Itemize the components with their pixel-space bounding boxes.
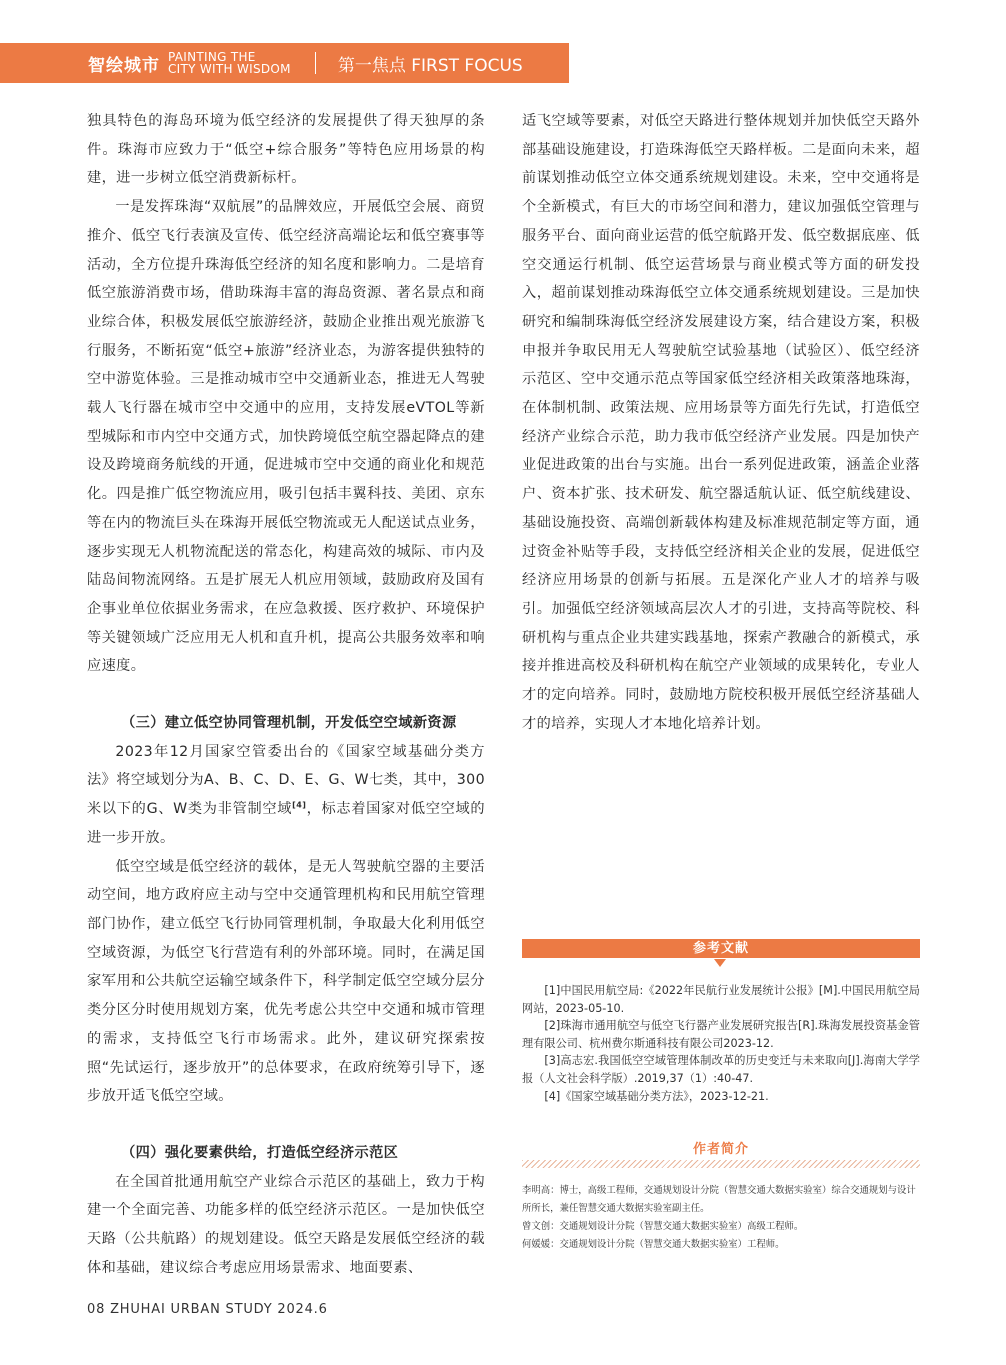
left-paragraph-3: [87, 738, 485, 853]
spacer: [87, 1111, 485, 1139]
author-bio-list: [522, 1182, 920, 1254]
brand-en-line1: PAINTING THE: [168, 50, 256, 64]
citation-4: [4]: [292, 800, 307, 810]
header-banner: [0, 43, 569, 83]
left-paragraph-4: 低空空域是低空经济的载体，是无人驾驶航空器的主要活动空间，地方政府应主动与空中交通管理机构和民用航空管理部门协作，建立低空飞行协同管理机制，争取最大化利用低空空域资源，为低空飞行营造有利的外部环境。同时，在满足国家军用和公共航空运输空域条件下，科学制定低空空域分层分类分区分时使用规划方案，优先考虑公共空中交通和城市管理的需求，支持低空飞行市场需求。此外，建议研究探索按照“先试运行，逐步放开”的总体要求，在政府统筹引导下，逐步放开适飞低空空域。: [87, 858, 485, 1105]
references-list: [522, 982, 920, 1105]
header-divider: [315, 52, 316, 74]
author-item: 李明高：博士，高级工程师，交通规划设计分院（智慧交通大数据实验室）综合交通规划与设计所所长，兼任智慧交通大数据实验室副主任。: [522, 1185, 916, 1214]
section-heading-3: （三）建立低空协同管理机制，开发低空空域新资源: [121, 715, 457, 732]
section-title: 第一焦点 FIRST FOCUS: [337, 55, 523, 76]
reference-item: [4]《国家空域基础分类方法》，2023-12-21.: [544, 1089, 769, 1103]
section-heading-4: （四）强化要素供给，打造低空经济示范区: [121, 1144, 399, 1161]
left-paragraph-1: 独具特色的海岛环境为低空经济的发展提供了得天独厚的条件。珠海市应致力于“低空+综合服务”等特色应用场景的构建，进一步树立低空消费新标杆。: [87, 113, 485, 187]
spacer: [87, 681, 485, 709]
hatch-divider: [522, 1160, 920, 1168]
left-paragraph-2: 一是发挥珠海“双航展”的品牌效应，开展低空会展、商贸推介、低空飞行表演及宣传、低空经济高端论坛和低空赛事等活动，全方位提升珠海低空经济的知名度和影响力。二是培育低空旅游消费市场，借助珠海丰富的海岛资源、著名景点和商业综合体，积极发展低空旅游经济，鼓励企业推出观光旅游飞行服务，不断拓宽“低空+旅游”经济业态，为游客提供独特的空中游览体验。三是推动城市空中交通新业态，推进无人驾驶载人飞行器在城市空中交通中的应用，支持发展eVTOL等新型城际和市内空中交通方式，加快跨境低空航空器起降点的建设及跨境商务航线的开通，促进城市空中交通的商业化和规范化。四是推广低空物流应用，吸引包括丰翼科技、美团、京东等在内的物流巨头在珠海开展低空物流或无人配送试点业务，逐步实现无人机物流配送的常态化，构建高效的城际、市内及陆岛间物流网络。五是扩展无人机应用领域，鼓励政府及国有企事业单位依据业务需求，在应急救援、医疗救护、环境保护等关键领域广泛应用无人机和直升机，提高公共服务效率和响应速度。: [87, 199, 485, 675]
references-title: 参考文献: [522, 939, 920, 958]
down-arrow-icon: [714, 959, 726, 967]
reference-item: [1]中国民用航空局:《2022年民航行业发展统计公报》[M].中国民用航空局网站，2023-05-10.: [522, 984, 920, 1015]
p3-text-b: ，标志着国家对低空空域的进一步开放。: [87, 801, 485, 846]
author-bio-title: 作者简介: [692, 1142, 749, 1157]
brand-en-line2: CITY WITH WISDOM: [168, 62, 291, 76]
p3-text-a: 2023年12月国家空管委出台的《国家空域基础分类方法》将空域划分为A、B、C、D、E、G、W七类，其中，300米以下的G、W类为非管制空域: [87, 743, 485, 818]
reference-item: [3]高志宏.我国低空空域管理体制改革的历史变迁与未来取向[J].海南大学学报（人文社会科学版）.2019,37（1）:40-47.: [522, 1054, 920, 1085]
author-item: 曾文创：交通规划设计分院（智慧交通大数据实验室）高级工程师。: [522, 1221, 804, 1232]
right-paragraph-1: 适飞空域等要素，对低空天路进行整体规划并加快低空天路外部基础设施建设，打造珠海低空天路样板。二是面向未来，超前谋划推动低空立体交通系统规划建设。未来，空中交通将是个全新模式，有巨大的市场空间和潜力，建议加强低空管理与服务平台、面向商业运营的低空航路开发、低空数据底座、低空交通运行机制、低空运营场景与商业模式等方面的研发投入，超前谋划推动珠海低空立体交通系统规划建设。三是加快研究和编制珠海低空经济发展建设方案，结合建设方案，积极申报并争取民用无人驾驶航空试验基地（试验区）、低空经济示范区、空中交通示范点等国家低空经济相关政策落地珠海，在体制机制、政策法规、应用场景等方面先行先试，打造低空经济产业综合示范，助力我市低空经济产业发展。四是加快产业促进政策的出台与实施。出台一系列促进政策，涵盖企业落户、资本扩张、技术研发、航空器适航认证、低空航线建设、基础设施投资、高端创新载体构建及标准规范制定等方面，通过资金补贴等手段，支持低空经济相关企业的发展，促进低空经济应用场景的创新与拓展。五是深化产业人才的培养与吸引。加强低空经济领域高层次人才的引进，支持高等院校、科研机构与重点企业共建实践基地，探索产教融合的新模式，承接并推进高校及科研机构在航空产业领域的成果转化，专业人才的定向培养。同时，鼓励地方院校积极开展低空经济基础人才的培养，实现人才本地化培养计划。: [522, 113, 920, 732]
author-item: 何媛媛：交通规划设计分院（智慧交通大数据实验室）工程师。: [522, 1239, 785, 1250]
left-column: [87, 107, 485, 1282]
brand-title-cn: 智绘城市: [88, 55, 160, 76]
right-column: [522, 107, 920, 738]
brand-title-en: [168, 51, 291, 75]
reference-item: [2]珠海市通用航空与低空飞行器产业发展研究报告[R].珠海发展投资基金管理有限公司、杭州费尔斯通科技有限公司2023-12.: [522, 1019, 920, 1050]
page-footer: 08 ZHUHAI URBAN STUDY 2024.6: [87, 1302, 328, 1317]
left-paragraph-5: 在全国首批通用航空产业综合示范区的基础上，致力于构建一个全面完善、功能多样的低空经济示范区。一是加快低空天路（公共航路）的规划建设。低空天路是发展低空经济的载体和基础，建议综合考虑应用场景需求、地面要素、: [87, 1173, 485, 1276]
